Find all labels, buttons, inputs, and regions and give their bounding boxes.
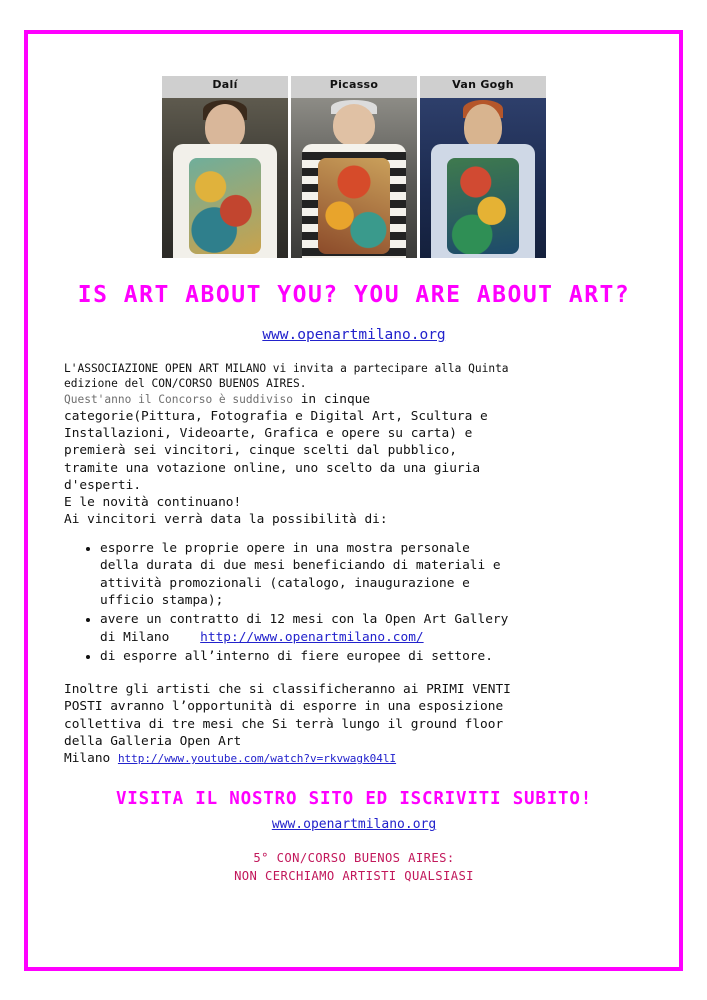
intro-line-2: edizione del CON/CORSO BUENOS AIRES. bbox=[64, 377, 307, 391]
call-to-action-text: VISITA IL NOSTRO SITO ED ISCRIVITI SUBITO! bbox=[115, 789, 593, 810]
youtube-link[interactable]: http://www.youtube.com/watch?v=rkvwagk04lI bbox=[117, 752, 397, 766]
intro-grey-text: Quest'anno il Concorso è suddiviso bbox=[64, 393, 294, 407]
footer bbox=[36, 850, 672, 885]
bullet-2-line-1: • avere un contratto di 12 mesi con la Open Art Gallery bbox=[100, 612, 509, 628]
bullet-1-line-3: attività promozionali (catalogo, inaugurazione e bbox=[100, 575, 470, 591]
para2-line-5 bbox=[64, 750, 644, 767]
para2-line-2: POSTI avranno l’opportunità di esporre in una esposizione bbox=[64, 699, 504, 715]
art-panel-label: Dalí bbox=[212, 78, 238, 91]
body-line-4: Installazioni, Videoarte, Grafica e opere su carta) e bbox=[64, 426, 473, 442]
secondary-website-link-wrap bbox=[36, 817, 672, 832]
figure-torso-art bbox=[318, 158, 390, 254]
para2-line-5-prefix: Milano bbox=[64, 751, 118, 767]
body-line-6: tramite una votazione online, uno scelto da una giuria bbox=[64, 460, 481, 476]
figure-head bbox=[333, 104, 375, 146]
bullet-1-line-1: • esporre le proprie opere in una mostra personale bbox=[100, 541, 470, 557]
main-website-link-wrap bbox=[36, 327, 672, 343]
body-line-9: Ai vincitori verrà data la possibilità di: bbox=[64, 512, 388, 528]
offers-list bbox=[100, 540, 644, 665]
bullet-1-line-2: della durata di due mesi beneficiando di materiali e bbox=[100, 558, 501, 574]
bullet-2-line-2 bbox=[100, 629, 644, 646]
secondary-paragraph bbox=[64, 681, 644, 767]
bullet-3-line-1: • di esporre all’interno di fiere europee di settore. bbox=[100, 648, 493, 664]
art-panel-image bbox=[420, 98, 546, 258]
bullet-1-line-4: ufficio stampa); bbox=[100, 592, 224, 608]
list-item bbox=[100, 611, 644, 646]
art-panel-picasso bbox=[291, 76, 417, 258]
body-paragraph bbox=[64, 361, 644, 528]
figure-torso-art bbox=[189, 158, 261, 254]
body-line-8: E le novità continuano! bbox=[64, 494, 242, 510]
artwork-strip bbox=[161, 76, 547, 258]
intro-after-grey: in cinque bbox=[293, 392, 371, 408]
page-title: IS ART ABOUT YOU? YOU ARE ABOUT ART? bbox=[77, 282, 631, 308]
art-panel-label: Picasso bbox=[329, 78, 379, 91]
intro-line-1: L'ASSOCIAZIONE OPEN ART MILANO vi invita a partecipare alla Quinta bbox=[64, 362, 509, 376]
art-panel-image bbox=[291, 98, 417, 258]
body-line-3: categorie(Pittura, Fotografia e Digital Art, Scultura e bbox=[64, 409, 488, 425]
footer-line-2: NON CERCHIAMO ARTISTI QUALSIASI bbox=[234, 869, 474, 884]
para2-line-1: Inoltre gli artisti che si classificheranno ai PRIMI VENTI bbox=[64, 682, 511, 698]
list-item bbox=[100, 540, 644, 609]
secondary-website-link[interactable]: www.openartmilano.org bbox=[271, 817, 437, 833]
gallery-website-link[interactable]: http://www.openartmilano.com/ bbox=[200, 629, 424, 645]
footer-line-1: 5° CON/CORSO BUENOS AIRES: bbox=[253, 851, 455, 866]
intro-line-3 bbox=[64, 391, 644, 408]
para2-line-4: della Galleria Open Art bbox=[64, 733, 242, 749]
figure-torso-art bbox=[447, 158, 519, 254]
body-line-7: d'esperti. bbox=[64, 477, 142, 493]
art-panel-image bbox=[162, 98, 288, 258]
art-panel-label: Van Gogh bbox=[452, 78, 514, 91]
art-panel-dali bbox=[162, 76, 288, 258]
para2-line-3: collettiva di tre mesi che Si terrà lungo il ground floor bbox=[64, 716, 504, 732]
main-website-link[interactable]: www.openartmilano.org bbox=[262, 327, 446, 344]
bullet-2-text: di Milano bbox=[100, 629, 170, 645]
flyer-content bbox=[36, 44, 672, 957]
body-line-5: premierà sei vincitori, cinque scelti dal pubblico, bbox=[64, 443, 457, 459]
art-panel-vangogh bbox=[420, 76, 546, 258]
list-item bbox=[100, 648, 644, 665]
